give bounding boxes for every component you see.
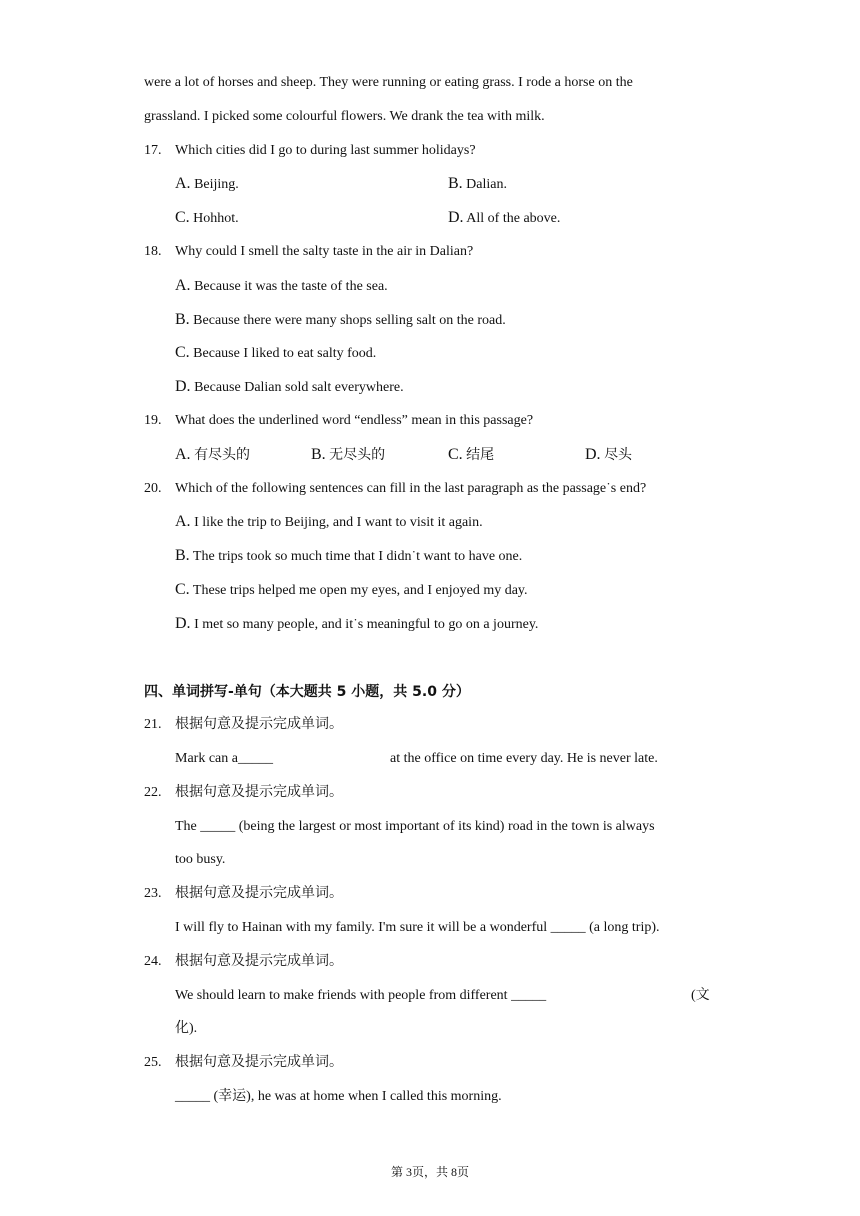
option-letter: C.	[175, 344, 190, 361]
question-number: 17.	[144, 143, 162, 158]
option-text: Beijing.	[194, 177, 239, 192]
question-text: Which of the following sentences can fill in the last paragraph as the passage˙s end?	[175, 481, 647, 496]
option-text: 结尾	[466, 448, 495, 463]
page-footer: 第 3页，共 8页	[390, 1165, 469, 1179]
option-letter: B.	[175, 547, 190, 564]
option-letter: B.	[175, 311, 190, 328]
question-number: 24.	[144, 954, 162, 969]
option-c[interactable]	[448, 446, 494, 465]
option-letter: C.	[448, 446, 463, 463]
option-b[interactable]	[175, 547, 522, 566]
option-d[interactable]	[175, 615, 538, 634]
passage-line: grassland. I picked some colourful flowers. We drank the tea with milk.	[144, 109, 545, 124]
option-text: 无尽头的	[329, 448, 386, 463]
option-text: I met so many people, and it˙s meaningful to go on a journey.	[194, 617, 539, 632]
sentence-line: _____ (幸运), he was at home when I called this morning.	[175, 1089, 502, 1104]
option-text: Because there were many shops selling salt on the road.	[193, 313, 506, 328]
option-a[interactable]	[175, 175, 239, 194]
option-a[interactable]	[175, 446, 250, 465]
option-letter: C.	[175, 209, 190, 226]
question-number: 20.	[144, 481, 162, 496]
question-number: 23.	[144, 886, 162, 901]
option-letter: D.	[448, 209, 464, 226]
option-text: Because it was the taste of the sea.	[194, 279, 388, 294]
option-b[interactable]	[311, 446, 385, 465]
option-d[interactable]	[175, 378, 404, 397]
option-b[interactable]	[175, 311, 506, 330]
option-letter: B.	[311, 446, 326, 463]
option-d[interactable]	[448, 209, 560, 228]
option-letter: C.	[175, 581, 190, 598]
sentence-line: 化).	[175, 1021, 198, 1036]
question-number: 25.	[144, 1055, 162, 1070]
option-letter: B.	[448, 175, 463, 192]
question-prompt: 根据句意及提示完成单词。	[175, 717, 343, 732]
question-text: Which cities did I go to during last summer holidays?	[175, 143, 476, 158]
sentence-part: (文	[691, 988, 710, 1003]
question-prompt: 根据句意及提示完成单词。	[175, 785, 343, 800]
option-text: 有尽头的	[194, 448, 251, 463]
question-prompt: 根据句意及提示完成单词。	[175, 954, 343, 969]
section-title: 四、单词拼写-单句（本大题共 5 小题，共 5.0 分）	[144, 684, 470, 700]
option-text: All of the above.	[466, 211, 561, 226]
option-text: Because I liked to eat salty food.	[193, 346, 377, 361]
option-letter: A.	[175, 175, 191, 192]
question-text: What does the underlined word “endless” mean in this passage?	[175, 413, 534, 428]
option-text: Hohhot.	[193, 211, 239, 226]
sentence-line: I will fly to Hainan with my family. I'm sure it will be a wonderful _____ (a long trip).	[175, 920, 660, 935]
option-c[interactable]	[175, 581, 528, 600]
option-letter: A.	[175, 277, 191, 294]
option-text: The trips took so much time that I didn˙t want to have one.	[192, 549, 523, 564]
passage-line: were a lot of horses and sheep. They were running or eating grass. I rode a horse on the	[144, 75, 633, 90]
question-number: 18.	[144, 244, 162, 259]
question-prompt: 根据句意及提示完成单词。	[175, 1055, 343, 1070]
question-number: 22.	[144, 785, 162, 800]
option-letter: D.	[175, 378, 191, 395]
option-c[interactable]	[175, 209, 239, 228]
sentence-line: too busy.	[175, 852, 226, 867]
option-text: These trips helped me open my eyes, and I enjoyed my day.	[192, 583, 528, 598]
sentence-line: The _____ (being the largest or most important of its kind) road in the town is always	[175, 819, 655, 834]
sentence-part: Mark can a_____	[175, 751, 273, 766]
option-letter: A.	[175, 513, 191, 530]
option-letter: A.	[175, 446, 191, 463]
option-c[interactable]	[175, 344, 376, 363]
option-text: 尽头	[604, 448, 633, 463]
option-letter: D.	[585, 446, 601, 463]
option-d[interactable]	[585, 446, 632, 465]
question-number: 19.	[144, 413, 162, 428]
option-a[interactable]	[175, 513, 483, 532]
question-number: 21.	[144, 717, 162, 732]
option-text: Because Dalian sold salt everywhere.	[194, 380, 404, 395]
sentence-part: at the office on time every day. He is never late.	[390, 751, 658, 766]
sentence-part: We should learn to make friends with people from different _____	[175, 988, 547, 1003]
option-b[interactable]	[448, 175, 507, 194]
question-prompt: 根据句意及提示完成单词。	[175, 886, 343, 901]
question-text: Why could I smell the salty taste in the air in Dalian?	[175, 244, 474, 259]
option-letter: D.	[175, 615, 191, 632]
option-text: Dalian.	[466, 177, 507, 192]
option-text: I like the trip to Beijing, and I want to visit it again.	[194, 515, 483, 530]
option-a[interactable]	[175, 277, 388, 296]
